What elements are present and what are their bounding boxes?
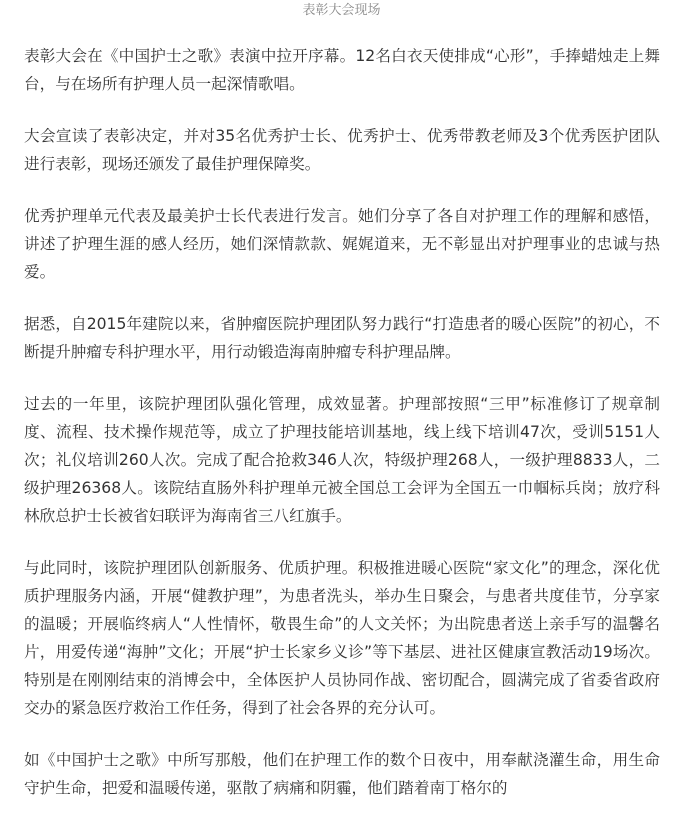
article-body <box>24 42 660 826</box>
paragraph-opening: 表彰大会在《中国护士之歌》表演中拉开序幕。12名白衣天使排成“心形”，手捧蜡烛走上舞台，与在场所有护理人员一起深情歌唱。 <box>24 47 660 93</box>
paragraph-speeches: 优秀护理单元代表及最美护士长代表进行发言。她们分享了各自对护理工作的理解和感悟，讲述了护理生涯的感人经历，她们深情款款、娓娓道来，无不彰显出对护理事业的忠诚与热爱。 <box>24 207 660 281</box>
paragraph-achievements: 过去的一年里，该院护理团队强化管理，成效显著。护理部按照“三甲”标准修订了规章制度、流程、技术操作规范等，成立了护理技能培训基地，线上线下培训47次，受训5151人次；礼仪培训260人次。完成了配合抢救346人次，特级护理268人，一级护理8833人，二级护理26368人。该院结直肠外科护理单元被全国总工会评为全国五一巾帼标兵岗；放疗科林欣总护士长被省妇联评为海南省三八红旗手。 <box>24 395 660 525</box>
paragraph-commendation: 大会宣读了表彰决定，并对35名优秀护士长、优秀护士、优秀带教老师及3个优秀医护团队进行表彰，现场还颁发了最佳护理保障奖。 <box>24 127 660 173</box>
image-caption: 表彰大会现场 <box>302 3 381 18</box>
paragraph-closing: 如《中国护士之歌》中所写那般，他们在护理工作的数个日夜中，用奉献浇灌生命，用生命守护生命，把爱和温暖传递，驱散了病痛和阴霾，他们踏着南丁格尔的 <box>24 751 660 797</box>
paragraph-services: 与此同时，该院护理团队创新服务、优质护理。积极推进暖心医院“家文化”的理念，深化优质护理服务内涵，开展“健教护理”，为患者洗头，举办生日聚会，与患者共度佳节，分享家的温暖；开展临终病人“人性情怀，敬畏生命”的人文关怀；为出院患者送上亲手写的温馨名片，用爱传递“海肿”文化；开展“护士长家乡义诊”等下基层、进社区健康宣教活动19场次。特别是在刚刚结束的消博会中，全体医护人员协同作战、密切配合，圆满完成了省委省政府交办的紧急医疗救治工作任务，得到了社会各界的充分认可。 <box>24 559 660 717</box>
paragraph-background: 据悉，自2015年建院以来，省肿瘤医院护理团队努力践行“打造患者的暖心医院”的初心，不断提升肿瘤专科护理水平，用行动锻造海南肿瘤专科护理品牌。 <box>24 315 660 361</box>
